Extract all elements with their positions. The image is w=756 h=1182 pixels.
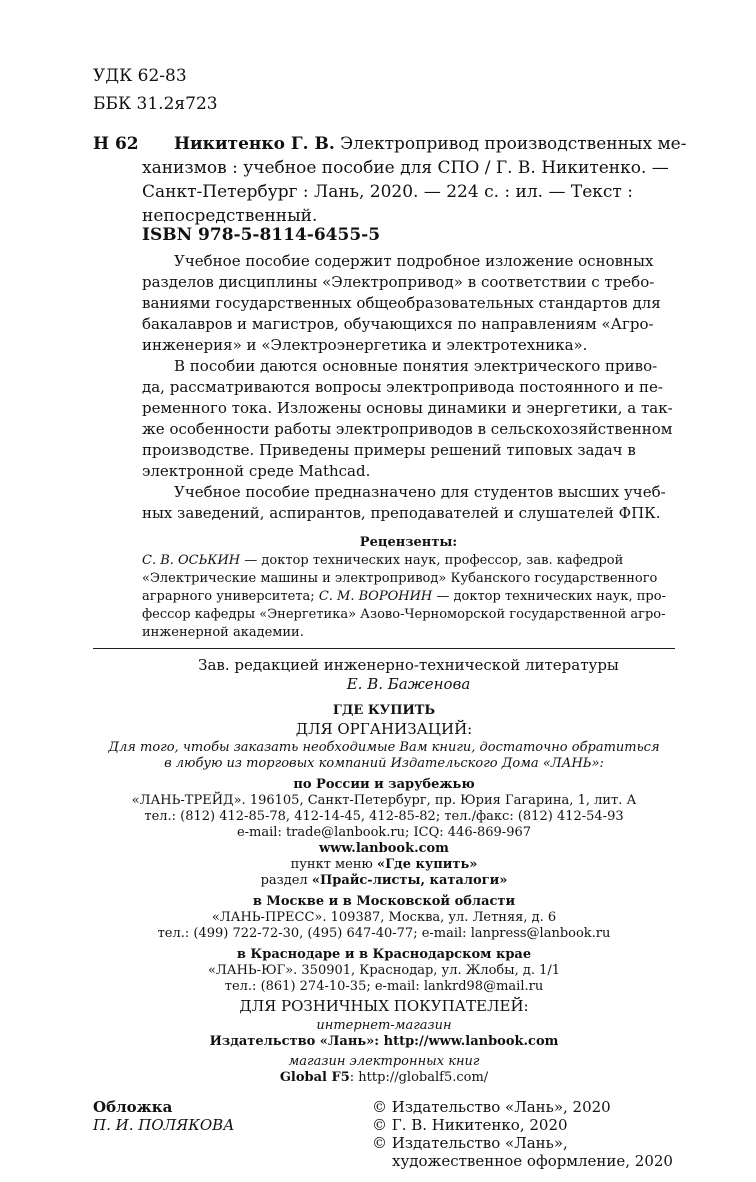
- ebook-url: : http://globalf5.com/: [349, 1070, 489, 1085]
- abstract-p1-l4: бакалавров и магистров, обучающихся по направлениям «Агро-: [142, 315, 654, 333]
- copyright-line-2: © Г. В. Никитенко, 2020: [372, 1116, 568, 1134]
- menu-prefix: пункт меню: [290, 857, 377, 872]
- section-line: [93, 873, 675, 888]
- abstract-p2-l2: да, рассматриваются вопросы электропривода постоянного и пе-: [142, 378, 663, 396]
- abstract-p1-l3: ваниями государственных общеобразовательных стандартов для: [142, 294, 661, 312]
- abstract-p3-l2: ных заведений, аспирантов, преподавателей и слушателей ФПК.: [142, 504, 661, 522]
- bib-line-4: непосредственный.: [142, 206, 318, 226]
- ebook-line[interactable]: [93, 1070, 675, 1085]
- bbk-code: ББК 31.2я723: [93, 94, 218, 114]
- abstract-p1-l1: Учебное пособие содержит подробное изложение основных: [174, 252, 654, 270]
- abstract-p1-l2: разделов дисциплины «Электропривод» в соответствии с требо-: [142, 273, 655, 291]
- moscow-heading: в Москве и в Московской области: [252, 894, 516, 909]
- bib-line-3: Санкт-Петербург : Лань, 2020. — 224 с. : ил. — Текст :: [142, 182, 633, 202]
- editorial-name: Е. В. Баженова: [346, 675, 471, 693]
- orgs-heading: ДЛЯ ОРГАНИЗАЦИЙ:: [295, 720, 473, 738]
- orgs-intro-1: Для того, чтобы заказать необходимые Вам книги, достаточно обратиться: [108, 740, 660, 755]
- abstract-p2-l4: же особенности работы электроприводов в сельскохозяйственном: [142, 420, 673, 438]
- copyright-line-3: © Издательство «Лань»,: [372, 1134, 568, 1152]
- abstract-p2-l1: В пособии даются основные понятия электрического приво-: [174, 357, 658, 375]
- krasnodar-heading: в Краснодаре и в Краснодарском крае: [236, 947, 532, 962]
- copyright-line-1: © Издательство «Лань», 2020: [372, 1098, 611, 1116]
- website-link[interactable]: www.lanbook.com: [319, 841, 449, 856]
- abstract-p1-l5: инженерия» и «Электроэнергетика и электротехника».: [142, 336, 588, 354]
- retail-heading: ДЛЯ РОЗНИЧНЫХ ПОКУПАТЕЛЕЙ:: [239, 997, 529, 1015]
- abstract-p2-l3: ременного тока. Изложены основы динамики и энергетики, а так-: [142, 399, 673, 417]
- cover-designer: П. И. ПОЛЯКОВА: [93, 1116, 235, 1134]
- moscow-line-2: тел.: (499) 722-72-30, (495) 647-40-77; e-mail: lanpress@lanbook.ru: [157, 926, 611, 941]
- ebook-label: магазин электронных книг: [288, 1054, 480, 1069]
- cover-label: Обложка: [93, 1098, 173, 1116]
- krasnodar-line-1: «ЛАНЬ-ЮГ». 350901, Краснодар, ул. Жлобы, д. 1/1: [207, 963, 561, 978]
- menu-item-line: [93, 857, 675, 872]
- copyright-line-4: художественное оформление, 2020: [392, 1152, 673, 1170]
- editorial-line: Зав. редакцией инженерно-технической литературы: [198, 656, 619, 674]
- russia-line-3: e-mail: trade@lanbook.ru; ICQ: 446-869-967: [236, 825, 532, 840]
- reviewers-line-3: [142, 589, 666, 604]
- reviewer-1-name: С. В. ОСЬКИН: [142, 553, 241, 568]
- section-prefix: раздел: [260, 873, 312, 888]
- eshop-line[interactable]: Издательство «Лань»: http://www.lanbook.com: [209, 1034, 559, 1049]
- russia-heading: по России и зарубежью: [293, 777, 475, 792]
- udk-code: УДК 62-83: [93, 66, 187, 86]
- abstract-p2-l5: производстве. Приведены примеры решений типовых задач в: [142, 441, 636, 459]
- where-to-buy-title: ГДЕ КУПИТЬ: [332, 703, 436, 718]
- reviewers-line-4: фессор кафедры «Энергетика» Азово-Черноморской государственной агро-: [142, 607, 666, 622]
- reviewers-heading: Рецензенты:: [359, 535, 458, 550]
- divider-line: [93, 648, 675, 649]
- reviewers-line-2: «Электрические машины и электропривод» Кубанского государственного: [142, 571, 658, 586]
- reviewer-2-desc: — доктор технических наук, про-: [432, 589, 666, 604]
- menu-item: «Где купить»: [376, 857, 478, 872]
- reviewer-1-org-end: аграрного университета;: [142, 589, 315, 604]
- isbn: ISBN 978-5-8114-6455-5: [142, 225, 381, 245]
- reviewer-1-desc: — доктор технических наук, профессор, зав. кафедрой: [240, 553, 624, 568]
- moscow-line-1: «ЛАНЬ-ПРЕСС». 109387, Москва, ул. Летняя, д. 6: [211, 910, 557, 925]
- author-mark: Н 62: [93, 134, 139, 154]
- section-item: «Прайс-листы, каталоги»: [311, 873, 508, 888]
- russia-line-2: тел.: (812) 412-85-78, 412-14-45, 412-85-82; тел./факс: (812) 412-54-93: [144, 809, 624, 824]
- bib-line-1: [174, 134, 686, 154]
- reviewers-line-1: [142, 553, 623, 568]
- bib-line-2: ханизмов : учебное пособие для СПО / Г. В. Никитенко. —: [142, 158, 669, 178]
- bib-author: Никитенко Г. В.: [174, 134, 335, 154]
- abstract-p3-l1: Учебное пособие предназначено для студентов высших учеб-: [174, 483, 666, 501]
- russia-line-1: «ЛАНЬ-ТРЕЙД». 196105, Санкт-Петербург, пр. Юрия Гагарина, 1, лит. А: [131, 793, 637, 808]
- eshop-label: интернет-магазин: [316, 1018, 452, 1033]
- bib-title-start: Электропривод производственных ме-: [340, 134, 687, 154]
- reviewers-line-5: инженерной академии.: [142, 625, 304, 640]
- reviewer-2-name: С. М. ВОРОНИН: [318, 589, 433, 604]
- orgs-intro-2: в любую из торговых компаний Издательского Дома «ЛАНЬ»:: [164, 756, 604, 771]
- abstract-p2-l6: электронной среде Mathcad.: [142, 462, 371, 480]
- krasnodar-line-2: тел.: (861) 274-10-35; e-mail: lankrd98@mail.ru: [224, 979, 544, 994]
- ebook-name: Global F5: [279, 1070, 350, 1085]
